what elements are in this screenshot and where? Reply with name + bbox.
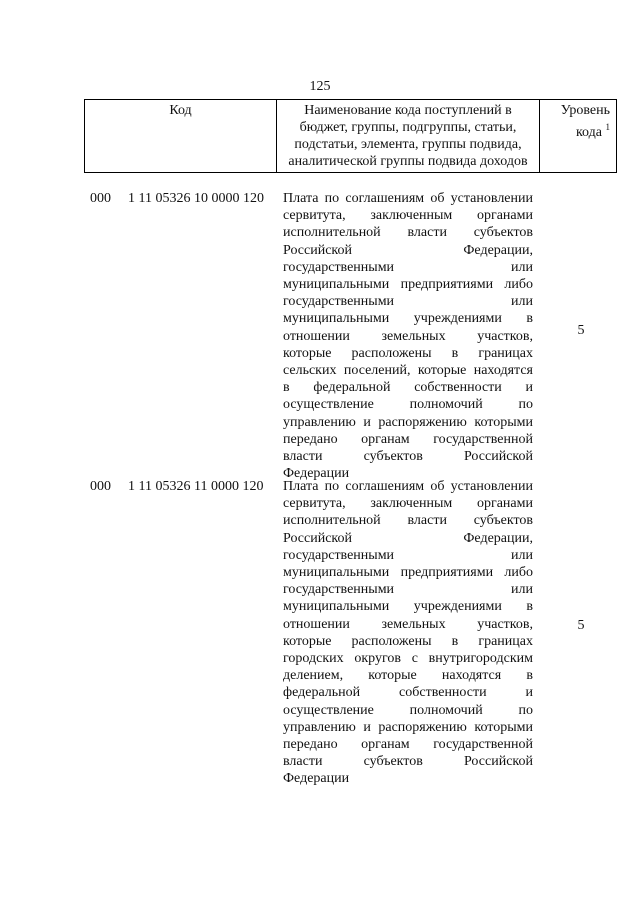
description-line: осуществление полномочий по bbox=[283, 702, 533, 718]
description-line: муниципальными учреждениями в bbox=[283, 311, 533, 327]
description-line: Федерации bbox=[283, 771, 350, 787]
description-line: исполнительной власти субъектов bbox=[283, 225, 533, 241]
table-row bbox=[84, 478, 601, 788]
description-line: власти субъектов Российской bbox=[283, 754, 533, 770]
table-row bbox=[84, 190, 601, 480]
code-prefix: 000 bbox=[90, 191, 111, 206]
description-line: государственными или bbox=[283, 547, 533, 563]
description-line: власти субъектов Российской bbox=[283, 449, 533, 465]
description-line: государственными или bbox=[283, 259, 533, 275]
code-description bbox=[283, 478, 533, 788]
code-level: 5 bbox=[577, 323, 585, 338]
description-line: которые расположены в границах bbox=[283, 345, 533, 361]
header-level-line2 bbox=[544, 119, 610, 141]
description-line: передано органам государственной bbox=[283, 737, 533, 753]
header-name bbox=[277, 100, 540, 173]
header-name-line: бюджет, группы, подгруппы, статьи, bbox=[299, 120, 517, 135]
revenue-code: 1 11 05326 11 0000 120 bbox=[128, 479, 264, 494]
code-prefix: 000 bbox=[90, 479, 111, 494]
page-number: 125 bbox=[309, 79, 331, 94]
description-line: Плата по соглашениям об установлении bbox=[283, 479, 533, 494]
description-line: Российской Федерации, bbox=[283, 530, 533, 546]
description-line: муниципальными предприятиями либо bbox=[283, 565, 533, 581]
description-line: которые расположены в границах bbox=[283, 633, 533, 649]
description-line: сельских поселений, которые находятся bbox=[283, 363, 533, 379]
header-code: Код bbox=[85, 100, 277, 173]
header-level bbox=[540, 100, 617, 173]
description-line: в федеральной собственности и bbox=[283, 380, 533, 396]
description-line: сервитута, заключенным органами bbox=[283, 208, 533, 224]
description-line: управлению и распоряжению которыми bbox=[283, 719, 533, 735]
header-name-line: Наименование кода поступлений в bbox=[304, 103, 512, 118]
footnote-marker: 1 bbox=[605, 122, 610, 132]
revenue-code: 1 11 05326 10 0000 120 bbox=[128, 191, 264, 206]
description-line: сервитута, заключенным органами bbox=[283, 496, 533, 512]
description-line: делением, которые находятся в bbox=[283, 668, 533, 684]
description-line: осуществление полномочий по bbox=[283, 397, 533, 413]
description-line: управлению и распоряжению которыми bbox=[283, 414, 533, 430]
description-line: муниципальными предприятиями либо bbox=[283, 277, 533, 293]
header-name-line: аналитической группы подвида доходов bbox=[288, 154, 528, 169]
description-line: муниципальными учреждениями в bbox=[283, 599, 533, 615]
description-line: государственными или bbox=[283, 582, 533, 598]
table-header bbox=[84, 99, 617, 173]
description-line: Плата по соглашениям об установлении bbox=[283, 191, 533, 206]
description-line: Федерации bbox=[283, 466, 350, 482]
code-description bbox=[283, 190, 533, 482]
header-level-line1: Уровень bbox=[560, 103, 610, 118]
description-line: передано органам государственной bbox=[283, 431, 533, 447]
header-level-text: кода bbox=[575, 125, 602, 140]
description-line: Российской Федерации, bbox=[283, 242, 533, 258]
description-line: отношении земельных участков, bbox=[283, 616, 533, 632]
description-line: исполнительной власти субъектов bbox=[283, 513, 533, 529]
code-level: 5 bbox=[577, 618, 585, 633]
description-line: городских округов с внутригородским bbox=[283, 651, 533, 667]
header-name-line: подстатьи, элемента, группы подвида, bbox=[294, 137, 522, 152]
description-line: государственными или bbox=[283, 294, 533, 310]
description-line: отношении земельных участков, bbox=[283, 328, 533, 344]
description-line: федеральной собственности и bbox=[283, 685, 533, 701]
